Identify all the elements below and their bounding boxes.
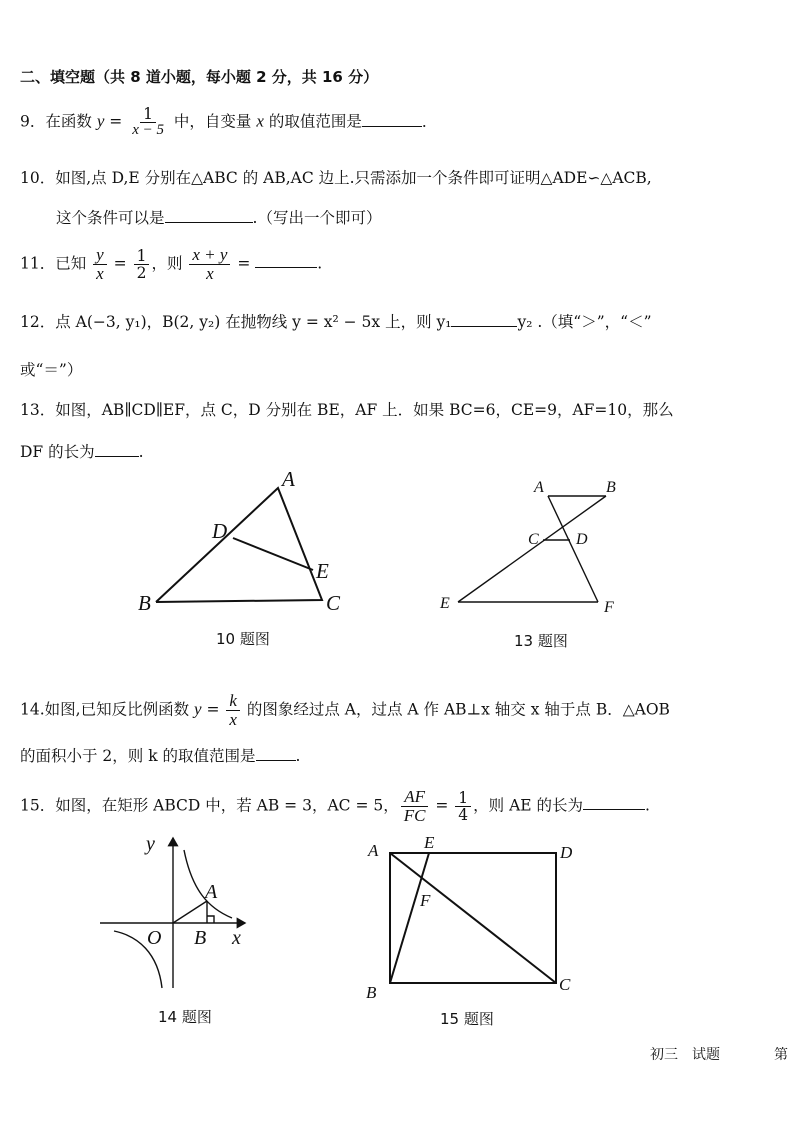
q9-x: x — [256, 111, 264, 131]
question-number: 10． — [20, 169, 56, 187]
question-12 — [20, 310, 652, 332]
question-14-line2 — [20, 744, 300, 766]
answer-blank[interactable] — [255, 253, 317, 268]
label-a: A — [534, 479, 544, 496]
q10-line2b: .（写出一个即可） — [252, 209, 382, 227]
label-a: A — [205, 881, 218, 903]
question-number: 14. — [20, 700, 45, 719]
question-10 — [20, 166, 652, 188]
q14-post: 的图象经过点 A，过点 A 作 AB⊥x 轴交 x 轴于点 B．△AOB — [241, 700, 670, 719]
q11-f1num: y — [93, 246, 107, 265]
label-x: x — [232, 927, 241, 949]
label-b: B — [138, 591, 151, 615]
q15-den: FC — [403, 805, 426, 825]
footer-page-label: 第 — [774, 1047, 788, 1063]
section-heading: 二、填空题（共 8 道小题，每小题 2 分，共 16 分） — [20, 68, 379, 86]
label-y: y — [146, 833, 155, 855]
q9-text: 在函数 — [45, 112, 97, 131]
q15-fraction-2 — [455, 790, 471, 824]
right-angle-mark — [207, 916, 214, 923]
q13-line1: 如图，AB∥CD∥EF，点 C，D 分别在 BE，AF 上．如果 BC=6，CE=9，AF=10，那么 — [55, 401, 674, 419]
q14-y: y — [194, 699, 202, 719]
q15-den2: 4 — [458, 805, 469, 824]
question-number: 15． — [20, 796, 56, 815]
figure-15-caption: 15 题图 — [440, 1010, 494, 1028]
q11-f3den: x — [206, 263, 214, 283]
figure-14-inverse-function — [100, 828, 260, 998]
question-12-line2: 或“＝”） — [20, 361, 83, 379]
label-e: E — [440, 595, 450, 612]
question-number: 9． — [20, 112, 46, 131]
q15-end: . — [645, 796, 650, 815]
label-d: D — [576, 531, 588, 548]
q14-fraction — [226, 692, 240, 729]
label-a: A — [368, 841, 379, 860]
question-15 — [20, 788, 650, 825]
q15-num: AF — [401, 788, 428, 807]
q14-line2a: 的面积小于 2，则 k 的取值范围是 — [20, 747, 256, 765]
segment-be — [458, 496, 606, 602]
q15-post: ，则 AE 的长为 — [473, 796, 584, 815]
figure-10-caption: 10 题图 — [216, 630, 270, 648]
q14-den: x — [229, 709, 237, 729]
q10-line1: 如图,点 D,E 分别在△ABC 的 AB,AC 边上.只需添加一个条件即可证明△ADE∽△ACB, — [55, 169, 652, 187]
question-number: 13． — [20, 401, 56, 419]
q15-num2: 1 — [455, 790, 471, 807]
q15-pre: 如图，在矩形 ABCD 中，若 AB = 3，AC = 5， — [55, 796, 399, 815]
figure-15-rectangle — [362, 830, 582, 1006]
q15-eq: = — [430, 796, 454, 815]
figure-13-caption: 13 题图 — [514, 632, 568, 650]
q13-line2a: DF 的长为 — [20, 443, 95, 461]
footer-exam-label: 初三 试题 — [650, 1047, 720, 1063]
q9-fraction — [129, 106, 167, 139]
label-o: O — [147, 927, 162, 949]
q9-num: 1 — [140, 106, 156, 123]
q11-fraction-1 — [93, 246, 107, 283]
answer-blank[interactable] — [362, 112, 422, 127]
q11-f2num: 1 — [134, 248, 150, 265]
segment-oa — [173, 901, 207, 923]
q9-eq: = — [104, 112, 128, 131]
q11-fraction-3 — [189, 246, 230, 283]
q9-end: ． — [421, 112, 438, 131]
label-e: E — [316, 559, 329, 583]
figure-10-triangle — [130, 466, 350, 616]
q15-fraction-1 — [401, 788, 429, 825]
q9-y: y — [96, 111, 105, 131]
q11-eq1: = — [108, 254, 132, 273]
segment-de — [233, 538, 313, 570]
question-13 — [20, 398, 674, 420]
answer-blank[interactable] — [165, 208, 253, 223]
question-13-line2 — [20, 440, 144, 462]
diagonal-ac — [390, 853, 556, 983]
label-b: B — [366, 983, 377, 1002]
answer-blank[interactable] — [256, 746, 296, 761]
q11-pre: 已知 — [55, 254, 92, 273]
q11-eq2: = — [232, 254, 256, 273]
q14-num: k — [226, 692, 240, 711]
figure-14-caption: 14 题图 — [158, 1008, 212, 1026]
q11-f3num: x + y — [189, 246, 230, 265]
q14-line2b: . — [295, 747, 301, 765]
label-b: B — [194, 927, 207, 949]
q12-line1b: y₂ .（填“＞”，“＜” — [517, 313, 652, 331]
label-a: A — [282, 467, 295, 491]
figure-13-parallel-lines — [430, 472, 630, 618]
q11-fraction-2 — [134, 248, 150, 282]
q12-line1a: 点 A(−3, y₁)，B(2, y₂) 在抛物线 y = x² − 5x 上，则 y₁ — [55, 313, 452, 331]
segment-af — [548, 496, 598, 602]
label-d: D — [560, 843, 573, 862]
answer-blank[interactable] — [451, 312, 517, 327]
answer-blank[interactable] — [95, 442, 139, 457]
q14-pre: 如图,已知反比例函数 — [44, 700, 195, 719]
question-number: 11． — [20, 254, 56, 273]
label-f: F — [604, 599, 614, 616]
answer-blank[interactable] — [583, 795, 645, 810]
question-11 — [20, 246, 322, 283]
q11-f1den: x — [96, 263, 104, 283]
label-c: C — [559, 975, 571, 994]
label-f: F — [420, 891, 431, 910]
question-number: 12． — [20, 313, 56, 331]
question-9 — [20, 106, 437, 139]
q11-f2den: 2 — [136, 263, 147, 282]
label-d: D — [212, 519, 228, 543]
q11-end: . — [317, 254, 323, 273]
q9-text-mid: 中，自变量 — [168, 112, 257, 131]
question-10-line2 — [56, 206, 381, 228]
label-c: C — [528, 531, 539, 548]
q14-eq: = — [201, 700, 225, 719]
label-c: C — [326, 591, 341, 615]
q9-den: x − 5 — [132, 122, 164, 139]
question-14 — [20, 692, 670, 729]
q13-line2b: . — [138, 443, 144, 461]
triangle-abc — [156, 488, 322, 602]
label-b: B — [606, 479, 616, 496]
q10-line2a: 这个条件可以是 — [56, 209, 165, 227]
q9-text-post: 的取值范围是 — [263, 112, 362, 131]
q11-mid: ，则 — [151, 254, 188, 273]
segment-be — [390, 853, 429, 983]
label-e: E — [424, 833, 435, 852]
